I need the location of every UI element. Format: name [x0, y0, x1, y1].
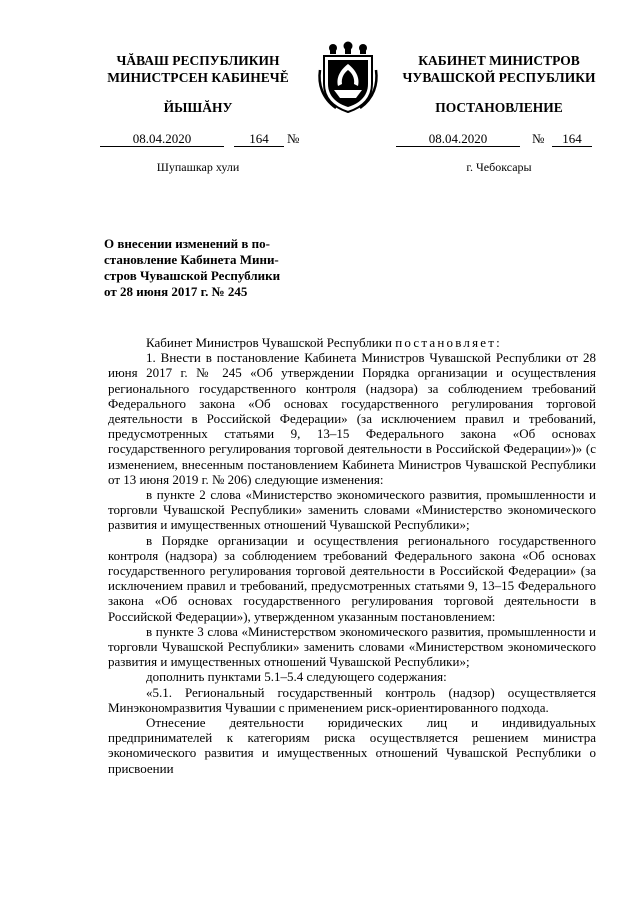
header-right-line1: КАБИНЕТ МИНИСТРОВ — [418, 53, 580, 68]
title-line: становление Кабинета Мини- — [104, 252, 279, 267]
right-number-field: 164 — [552, 131, 592, 147]
title-line: стров Чувашской Республики — [104, 268, 281, 283]
city-right: г. Чебоксары — [466, 160, 532, 174]
body-paragraph: в пункте 2 слова «Министерство экономического развития, промышленности и торговли Чувашской Республики» заменить словами «Министерство экономического развития и имущественных отношений Чувашской Республики»; — [108, 487, 596, 533]
title-line: от 28 июня 2017 г. № 245 — [104, 284, 248, 299]
body-paragraph: 1. Внести в постановление Кабинета Министров Чувашской Республики от 28 июня 2017 г. № 245 «Об утверждении Порядка организации и осуществления регионального государственного контроля (надзора) за соблюдением требований Федерального закона «Об основах государственного регулирования торговой деятельности в Российской Федерации» (за исключением правил и требований, предусмотренных статьями 9, 13–15 Федерального закона «Об основах государственного регулирования торговой деятельности в Российской Федерации»)» (с изменением, внесенным постановлением Кабинета Министров Чувашской Республики от 13 июня 2019 г. № 206) следующие изменения: — [108, 350, 596, 487]
header-left-line2: МИНИСТРСЕН КАБИНЕЧĚ — [107, 70, 289, 85]
left-doc-type: ЙЫШĂНУ — [163, 100, 233, 115]
city-left: Шупашкар хули — [156, 160, 240, 174]
intro-spaced-verb: постановляет: — [395, 335, 502, 350]
header-right — [384, 52, 614, 86]
document-body — [108, 335, 596, 776]
body-intro — [108, 335, 596, 350]
document-title — [104, 236, 309, 300]
right-doc-type: ПОСТАНОВЛЕНИЕ — [435, 100, 563, 115]
body-paragraph: дополнить пунктами 5.1–5.4 следующего содержания: — [146, 669, 447, 685]
header-left — [92, 52, 304, 86]
right-date-field: 08.04.2020 — [396, 131, 520, 147]
body-paragraph: в пункте 3 слова «Министерством экономического развития, промышленности и торговли Чувашской Республики» заменить словами «Министерством экономического развития и имущественных отношений Чувашской Республики»; — [108, 623, 596, 670]
body-paragraph: «5.1. Региональный государственный контроль (надзор) осуществляется Минэкономразвития Чувашии с применением риск-ориентированного подхода. — [108, 684, 596, 715]
coat-of-arms-emblem — [316, 40, 380, 116]
left-number-field: 164 — [234, 131, 284, 147]
header-left-line1: ЧĂВАШ РЕСПУБЛИКИН — [116, 53, 280, 68]
body-paragraph: Отнесение деятельности юридических лиц и индивидуальных предпринимателей к категориям риска осуществляется решением министра экономического развития и имущественных отношений Чувашской Республики о присвоении — [108, 715, 596, 776]
left-date-field: 08.04.2020 — [100, 131, 224, 147]
header-right-line2: ЧУВАШСКОЙ РЕСПУБЛИКИ — [402, 70, 596, 85]
right-number-sign: № — [532, 131, 545, 146]
left-number-sign: № — [287, 131, 300, 146]
intro-prefix: Кабинет Министров Чувашской Республики — [146, 335, 392, 350]
title-line: О внесении изменений в по- — [104, 236, 270, 251]
body-paragraph: в Порядке организации и осуществления регионального государственного контроля (надзора) за соблюдением требований Федерального закона «Об основах государственного регулирования торговой деятельности в Российской Федерации» (за исключением правил и требований, предусмотренных статьями 9, 13–15 Федерального закона «Об основах государственного регулирования торговой деятельности в Российской Федерации»), утвержденном указанным постановлением: — [108, 532, 596, 624]
